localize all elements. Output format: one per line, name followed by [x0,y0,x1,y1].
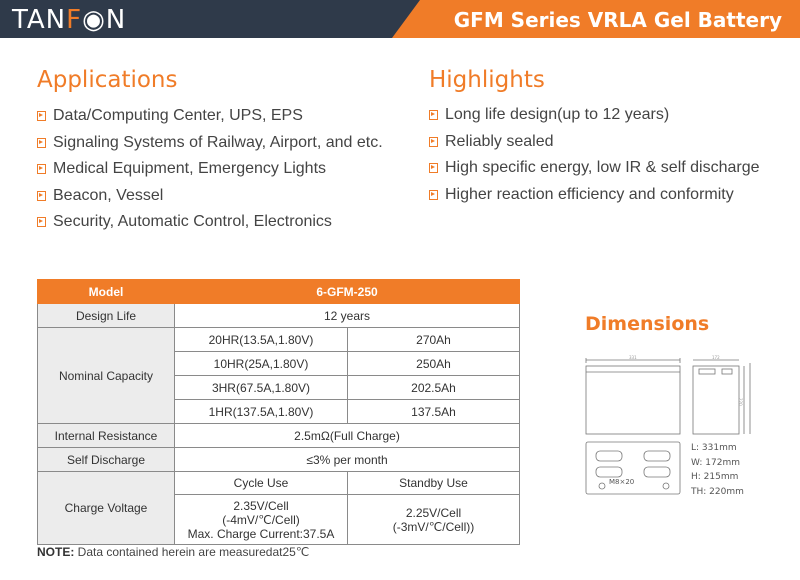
design-life-value: 12 years [175,304,520,328]
list-item: Higher reaction efficiency and conformity [429,185,760,212]
nominal-capacity-label: Nominal Capacity [38,328,175,424]
list-item: Reliably sealed [429,132,760,159]
capacity-value: 202.5Ah [348,376,520,400]
self-discharge-value: ≤3% per month [175,448,520,472]
list-item: Security, Automatic Control, Electronics [37,212,383,239]
table-row [38,328,520,352]
table-row [38,448,520,472]
capacity-rate: 3HR(67.5A,1.80V) [175,376,348,400]
list-item: TH: 220mm [691,486,744,497]
internal-resistance-label: Internal Resistance [38,424,175,448]
spec-table [37,279,520,545]
brand-logo: TANF◉N [12,5,127,35]
capacity-value: 250Ah [348,352,520,376]
highlights-title: Highlights [429,67,545,93]
footnote: NOTE: Data contained herein are measuredat25℃ [37,545,310,559]
applications-title: Applications [37,67,178,93]
standby-use-label: Standby Use [348,472,520,495]
svg-text:220: 220 [738,398,743,406]
design-life-label: Design Life [38,304,175,328]
charge-voltage-label: Charge Voltage [38,472,175,545]
arrow-bullet-icon [37,138,46,148]
self-discharge-label: Self Discharge [38,448,175,472]
list-item: L: 331mm [691,443,737,453]
svg-text:331: 331 [629,355,637,360]
model-value: 6-GFM-250 [175,280,520,304]
list-item: H: 215mm [691,472,739,482]
arrow-bullet-icon [429,137,438,147]
arrow-bullet-icon [37,111,46,121]
model-label: Model [38,280,175,304]
cycle-use-value: 2.35V/Cell (-4mV/℃/Cell) Max. Charge Current:37.5A [175,495,348,545]
list-item: Signaling Systems of Railway, Airport, and etc. [37,133,383,160]
applications-list [37,106,383,239]
list-item: Medical Equipment, Emergency Lights [37,159,383,186]
arrow-bullet-icon [37,191,46,201]
dimensions-title: Dimensions [585,313,710,335]
arrow-bullet-icon [429,163,438,173]
dimensions-list [691,443,744,501]
list-item: High specific energy, low IR & self discharge [429,158,760,185]
page-title: GFM Series VRLA Gel Battery [453,8,782,32]
list-item: Beacon, Vessel [37,186,383,213]
arrow-bullet-icon [429,110,438,120]
capacity-value: 137.5Ah [348,400,520,424]
arrow-bullet-icon [37,164,46,174]
cycle-use-label: Cycle Use [175,472,348,495]
capacity-rate: 10HR(25A,1.80V) [175,352,348,376]
capacity-rate: 20HR(13.5A,1.80V) [175,328,348,352]
table-row [38,472,520,495]
list-item: Long life design(up to 12 years) [429,105,760,132]
svg-text:172: 172 [712,355,720,360]
table-row [38,304,520,328]
terminal-label: M8×20 [609,478,635,486]
table-row [38,280,520,304]
logo-o-mark: ◉ [82,5,106,35]
internal-resistance-value: 2.5mΩ(Full Charge) [175,424,520,448]
arrow-bullet-icon [429,190,438,200]
capacity-value: 270Ah [348,328,520,352]
standby-use-value: 2.25V/Cell (-3mV/℃/Cell)) [348,495,520,545]
arrow-bullet-icon [37,217,46,227]
highlights-list [429,105,760,211]
capacity-rate: 1HR(137.5A,1.80V) [175,400,348,424]
table-row [38,424,520,448]
list-item: Data/Computing Center, UPS, EPS [37,106,383,133]
list-item: W: 172mm [691,457,740,468]
